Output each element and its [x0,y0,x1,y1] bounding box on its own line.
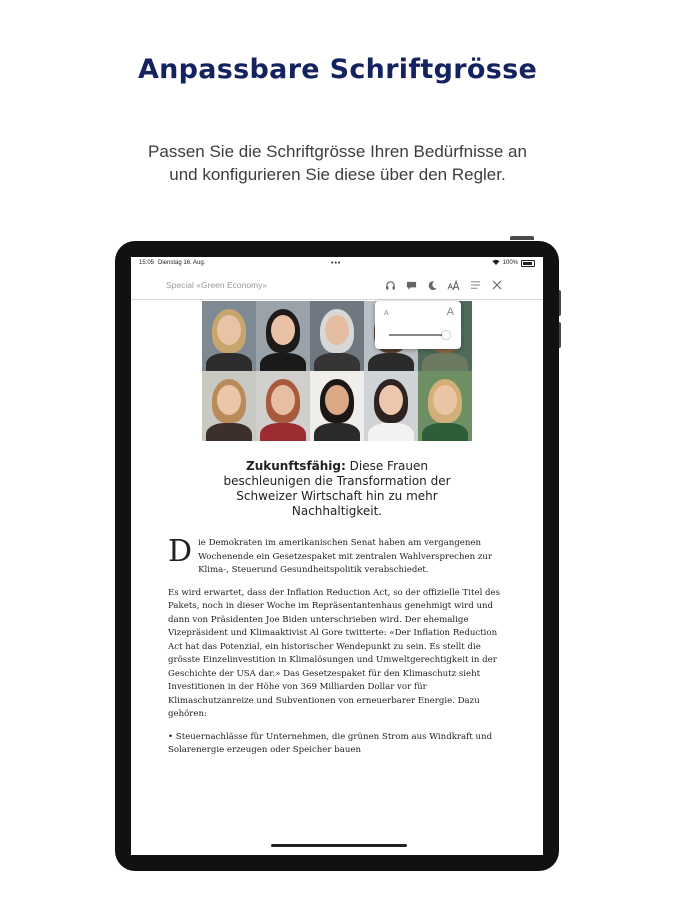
portrait-face [433,385,457,415]
font-size-small-label: A [384,310,389,317]
portrait-face [325,315,349,345]
text-size-icon[interactable] [446,278,460,292]
font-size-popover [375,301,461,349]
portrait-face [217,315,241,345]
article-body [168,534,508,767]
promo-headline: Anpassbare Schriftgrösse [137,54,538,85]
photo-caption [209,459,465,519]
portrait-body [314,423,360,441]
status-date: Dienstag 16. Aug. [158,260,206,266]
portrait-photo [202,371,256,441]
tablet-screen [131,257,543,855]
portrait-body [422,353,468,371]
portrait-body [368,423,414,441]
portrait-body [206,353,252,371]
portrait-body [260,423,306,441]
tablet-power-button [510,236,534,240]
portrait-face [271,315,295,345]
article-paragraph-3: • Steuernachlässe für Unternehmen, die grünen Strom aus Windkraft und Solarenergie erzeugen oder Speicher bauen [168,731,493,755]
portrait-photo [256,301,310,371]
portrait-photo [310,371,364,441]
article-dropcap: D [168,534,193,569]
font-size-slider-thumb[interactable] [442,331,450,339]
close-icon[interactable] [490,278,504,292]
home-indicator[interactable] [271,844,407,847]
portrait-body [260,353,306,371]
toolbar-title: Special «Green Economy» [166,280,268,290]
reader-toolbar [131,272,543,300]
status-bar [131,257,543,269]
tablet-frame [115,241,559,871]
moon-icon[interactable] [425,278,439,292]
promo-subline [0,140,675,186]
portrait-body [422,423,468,441]
portrait-photo [310,301,364,371]
caption-text: Diese Frauen beschleunigen die Transformation der Schweizer Wirtschaft hin zu mehr Nachhaltigkeit. [223,459,451,518]
portrait-body [314,353,360,371]
status-time: 15:05 [139,260,155,266]
wifi-icon [492,259,500,267]
battery-percent: 100% [502,260,518,266]
portrait-photo [256,371,310,441]
portrait-photo [364,371,418,441]
multitasking-dots[interactable]: ••• [331,260,342,267]
status-right [492,259,535,267]
portrait-face [271,385,295,415]
article-paragraph [168,534,508,578]
portrait-body [368,353,414,371]
article-paragraph-2: Es wird erwartet, dass der Inflation Reduction Act, so der offizielle Titel des Pakets, noch in dieser Woche im Repräsentantenhaus genehmigt wird und dann von Präsidenten Joe Biden unterschrieben wird. Der ehemalige Vizepräsident und Klimaaktivist Al Gore twitterte: «Der Inflation Reduction Act hat das Potenzial, ein historischer Wendepunkt zu sein. Es stellt die grösste Einzelinvestition in Klimalösungen und Umweltgerechtigkeit in der Geschichte der USA dar.» Das Gesetzespaket für den Klimaschutz sieht Investitionen in der Höhe von 369 Milliarden Dollar vor für Klimaschutzanreize und Subventionen von erneuerbarer Energie. Dazu gehören: [168,587,501,719]
promo-subline-line-2: und konfigurieren Sie diese über den Regler. [169,165,506,184]
portrait-photo [418,371,472,441]
portrait-face [325,385,349,415]
font-size-slider-fill [389,334,446,336]
comment-icon[interactable] [404,278,418,292]
bottom-fade [131,839,543,855]
font-size-slider[interactable] [389,334,449,336]
portrait-photo [202,301,256,371]
portrait-face [217,385,241,415]
promo-subline-line-1: Passen Sie die Schriftgrösse Ihren Bedürfnisse an [148,142,527,161]
headphones-icon[interactable] [383,278,397,292]
caption-lead: Zukunftsfähig: [246,459,346,473]
font-size-large-label: A [446,306,454,318]
portrait-body [206,423,252,441]
list-icon[interactable] [468,278,482,292]
article-paragraph-1-text: ie Demokraten im amerikanischen Senat haben am vergangenen Wochenende ein Gesetzespaket mit zentralen Wahlversprechen zur Klima-, Steuerund Gesundheitspolitik verabschiedet. [198,538,493,575]
portrait-face [379,385,403,415]
battery-icon [521,260,535,267]
